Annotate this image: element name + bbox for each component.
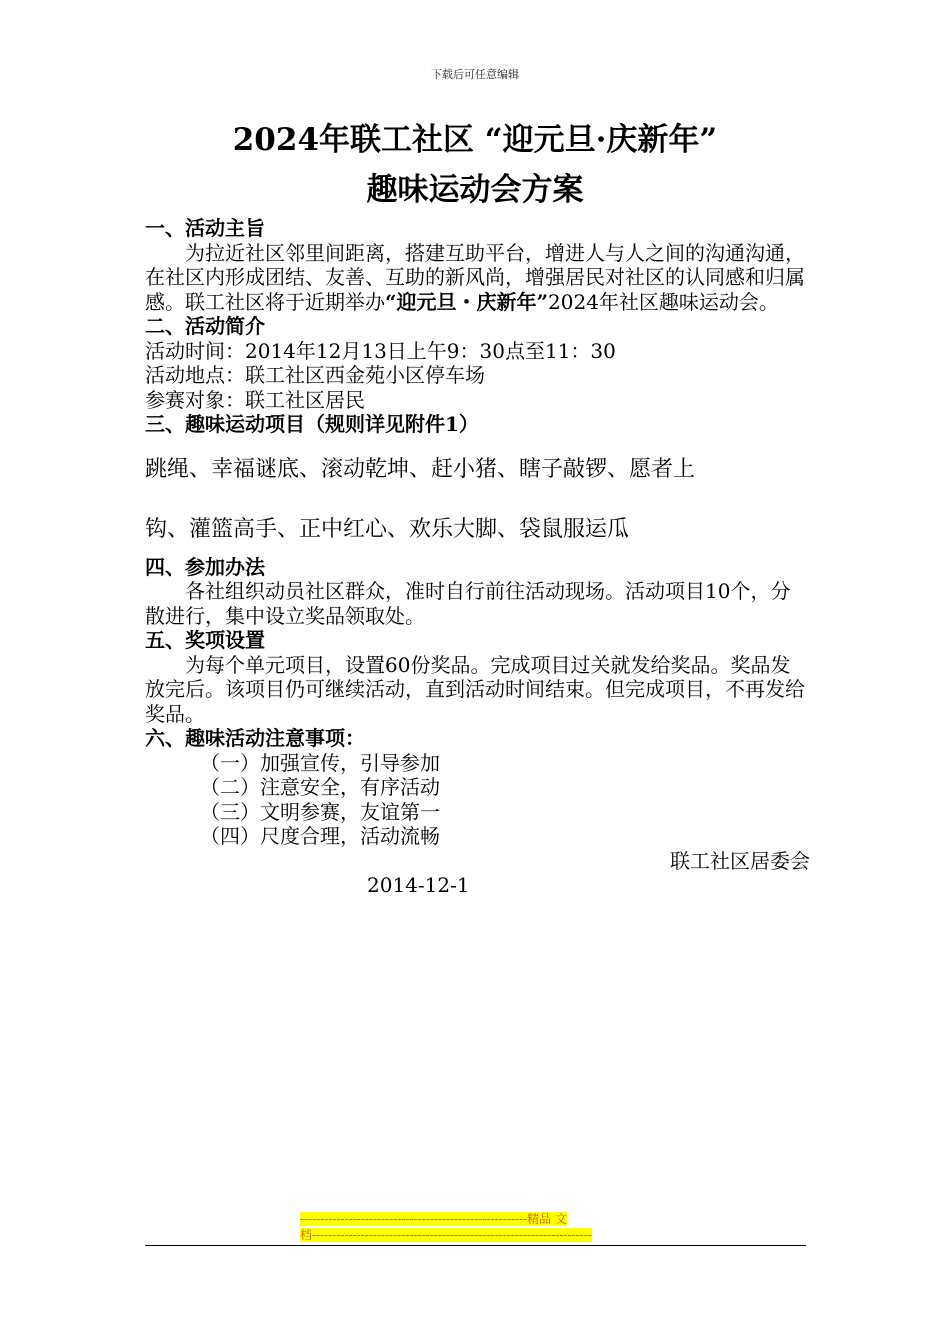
activity-place: 活动地点：联工社区西金苑小区停车场 — [145, 363, 485, 387]
footer-mark-line1: --------------------------------------------------------精品 文 — [300, 1212, 567, 1226]
purpose-text-a: 为拉近社区邻里间距离，搭建互助平台，增进人与人之间的沟通沟通，在社区内形成团结、友善、互助的新风尚，增强居民对社区的认同感和归属感。联工社区将于近期举办 — [145, 240, 805, 314]
document-body — [145, 216, 810, 898]
signature: 联工社区居委会 — [670, 848, 810, 873]
section-heading-purpose: 一、活动主旨 — [145, 216, 265, 240]
document-title-line2: 趣味运动会方案 — [366, 172, 584, 208]
section-text-purpose — [145, 241, 810, 315]
note-item: （一）加强宣传，引导参加 — [200, 750, 440, 775]
event-items — [145, 455, 810, 555]
event-items-line1: 跳绳、幸福谜底、滚动乾坤、赶小猪、瞎子敲锣、愿者上 — [145, 456, 696, 482]
activity-time: 活动时间：2014年12月13日上午9：30点至11：30 — [145, 338, 616, 363]
note-item: （三）文明参赛，友谊第一 — [200, 799, 440, 824]
footer-divider — [145, 1245, 806, 1246]
footer-mark-line2: 档--------------------------------------------------------------------- — [300, 1228, 592, 1242]
note-item: （二）注意安全，有序活动 — [200, 775, 440, 799]
document-title-line1: 2024年联工社区 “迎元旦·庆新年” — [232, 122, 718, 158]
section-heading-notes: 六、趣味活动注意事项： — [145, 726, 365, 750]
document-date: 2014-12-1 — [367, 873, 470, 897]
header-note: 下载后可任意编辑 — [431, 68, 519, 81]
event-name-bold: “迎元旦・庆新年” — [385, 289, 549, 314]
activity-target: 参赛对象：联工社区居民 — [145, 387, 365, 412]
section-heading-awards: 五、奖项设置 — [145, 628, 265, 652]
section-heading-intro: 二、活动简介 — [145, 314, 265, 338]
purpose-text-b: 2024年社区趣味运动会。 — [548, 289, 779, 314]
section-heading-participation: 四、参加办法 — [145, 554, 265, 579]
footer-watermark — [300, 1211, 640, 1243]
event-items-line2: 钩、灌篮高手、正中红心、欢乐大脚、袋鼠服运瓜 — [145, 516, 630, 542]
note-item: （四）尺度合理，活动流畅 — [200, 824, 440, 848]
section-text-awards: 为每个单元项目，设置60份奖品。完成项目过关就发给奖品。奖品发放完后。该项目仍可继续活动，直到活动时间结束。但完成项目，不再发给奖品。 — [145, 652, 805, 726]
section-heading-items: 三、趣味运动项目（规则详见附件1） — [145, 412, 479, 436]
section-text-participation: 各社组织动员社区群众，准时自行前往活动现场。活动项目10个，分散进行，集中设立奖品领取处。 — [145, 579, 791, 628]
